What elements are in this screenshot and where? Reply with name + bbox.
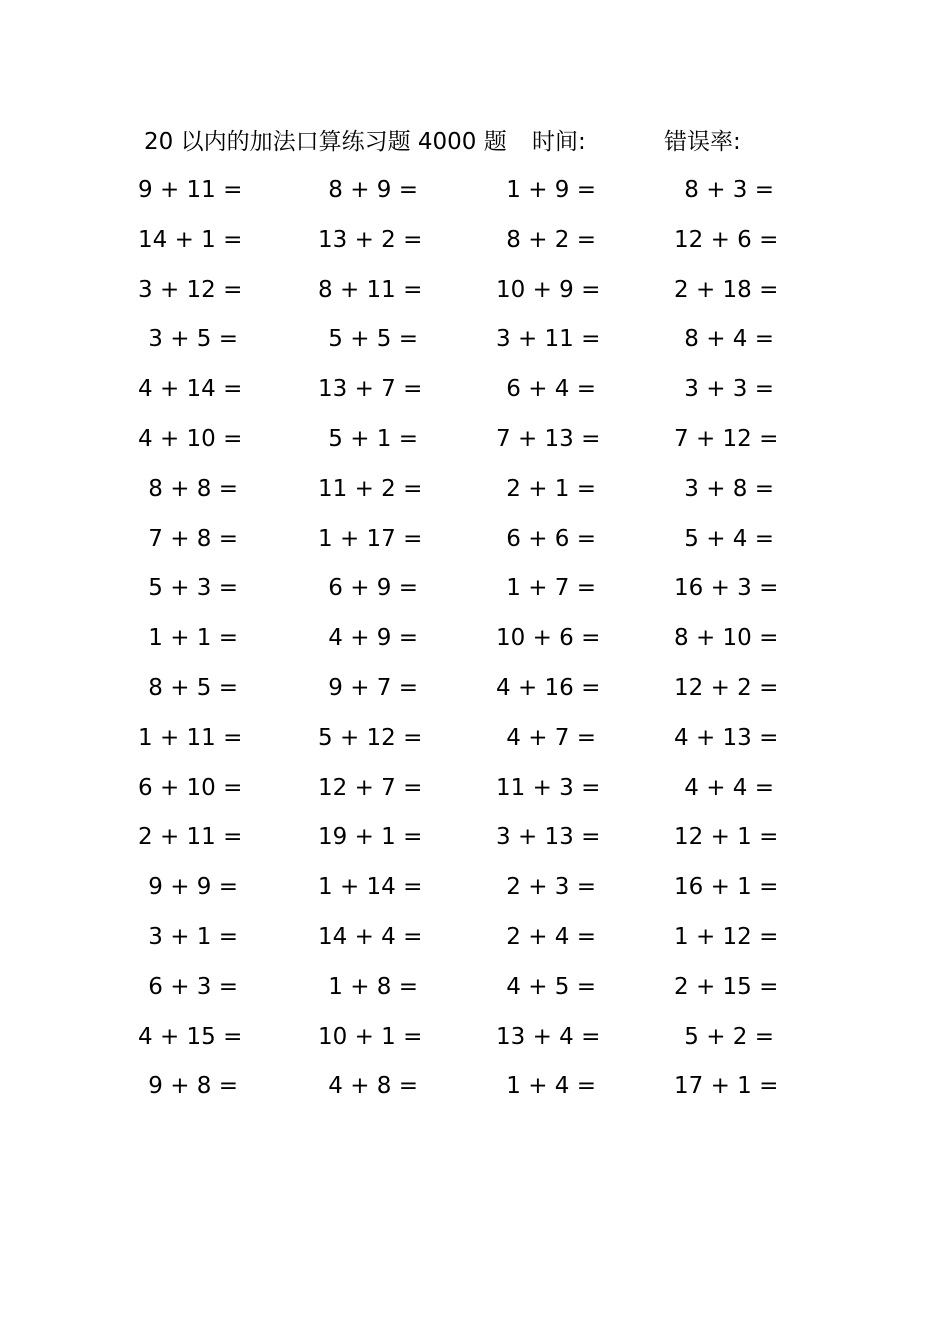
arithmetic-problem: 12 + 7 = [318,774,423,801]
arithmetic-problem: 11 + 2 = [318,475,423,502]
arithmetic-problem: 9 + 9 = [148,874,238,901]
arithmetic-problem: 5 + 2 = [684,1023,774,1050]
arithmetic-problem: 1 + 17 = [318,525,423,552]
arithmetic-problem: 6 + 6 = [506,525,596,552]
arithmetic-problem: 3 + 8 = [684,475,774,502]
arithmetic-problem: 8 + 9 = [328,177,418,203]
problem-row [0,421,950,471]
arithmetic-problem: 8 + 11 = [318,276,423,303]
arithmetic-problem: 4 + 4 = [684,774,774,801]
arithmetic-problem: 2 + 11 = [138,824,243,851]
arithmetic-problem: 6 + 4 = [506,376,596,403]
arithmetic-problem: 13 + 7 = [318,376,423,403]
problem-row [0,620,950,670]
arithmetic-problem: 6 + 9 = [328,575,418,602]
arithmetic-problem: 10 + 1 = [318,1023,423,1050]
arithmetic-problem: 7 + 8 = [148,525,238,552]
arithmetic-problem: 1 + 7 = [506,575,596,602]
problem-row [0,321,950,371]
arithmetic-problem: 10 + 9 = [496,276,601,303]
problem-row [0,471,950,521]
arithmetic-problem: 1 + 8 = [328,973,418,1000]
problem-grid [0,172,950,1118]
arithmetic-problem: 2 + 18 = [674,276,779,303]
arithmetic-problem: 16 + 1 = [674,874,779,901]
problem-row [0,1068,950,1118]
arithmetic-problem: 1 + 4 = [506,1073,596,1100]
arithmetic-problem: 5 + 4 = [684,525,774,552]
arithmetic-problem: 4 + 13 = [674,724,779,751]
arithmetic-problem: 5 + 5 = [328,326,418,353]
arithmetic-problem: 10 + 6 = [496,625,601,652]
arithmetic-problem: 1 + 9 = [506,177,596,203]
problem-row [0,670,950,720]
arithmetic-problem: 4 + 9 = [328,625,418,652]
arithmetic-problem: 12 + 2 = [674,674,779,701]
worksheet-header [0,124,950,160]
arithmetic-problem: 4 + 16 = [496,674,601,701]
worksheet-title: 20 以内的加法口算练习题 4000 题 [144,129,507,155]
problem-row [0,222,950,272]
arithmetic-problem: 14 + 4 = [318,923,423,950]
arithmetic-problem: 4 + 10 = [138,425,243,452]
arithmetic-problem: 19 + 1 = [318,824,423,851]
arithmetic-problem: 8 + 5 = [148,674,238,701]
problem-row [0,570,950,620]
arithmetic-problem: 1 + 14 = [318,874,423,901]
error-rate-label: 错误率: [664,129,741,155]
arithmetic-problem: 5 + 12 = [318,724,423,751]
arithmetic-problem: 12 + 1 = [674,824,779,851]
problem-row [0,919,950,969]
arithmetic-problem: 3 + 1 = [148,923,238,950]
arithmetic-problem: 4 + 8 = [328,1073,418,1100]
arithmetic-problem: 5 + 1 = [328,425,418,452]
arithmetic-problem: 1 + 12 = [674,923,779,950]
arithmetic-problem: 3 + 12 = [138,276,243,303]
arithmetic-problem: 4 + 15 = [138,1023,243,1050]
arithmetic-problem: 2 + 4 = [506,923,596,950]
arithmetic-problem: 8 + 3 = [684,177,774,203]
arithmetic-problem: 9 + 11 = [138,177,243,203]
problem-row [0,272,950,322]
arithmetic-problem: 16 + 3 = [674,575,779,602]
arithmetic-problem: 13 + 4 = [496,1023,601,1050]
problem-row [0,720,950,770]
arithmetic-problem: 1 + 1 = [148,625,238,652]
arithmetic-problem: 12 + 6 = [674,226,779,253]
problem-row [0,1019,950,1069]
arithmetic-problem: 7 + 12 = [674,425,779,452]
arithmetic-problem: 14 + 1 = [138,226,243,253]
arithmetic-problem: 3 + 11 = [496,326,601,353]
time-label: 时间: [532,129,586,155]
arithmetic-problem: 8 + 4 = [684,326,774,353]
arithmetic-problem: 9 + 8 = [148,1073,238,1100]
arithmetic-problem: 7 + 13 = [496,425,601,452]
arithmetic-problem: 1 + 11 = [138,724,243,751]
problem-row [0,521,950,571]
arithmetic-problem: 5 + 3 = [148,575,238,602]
arithmetic-problem: 8 + 2 = [506,226,596,253]
arithmetic-problem: 3 + 13 = [496,824,601,851]
arithmetic-problem: 8 + 10 = [674,625,779,652]
arithmetic-problem: 4 + 7 = [506,724,596,751]
problem-row [0,172,950,222]
arithmetic-problem: 17 + 1 = [674,1073,779,1100]
arithmetic-problem: 4 + 14 = [138,376,243,403]
arithmetic-problem: 3 + 5 = [148,326,238,353]
problem-row [0,819,950,869]
problem-row [0,371,950,421]
arithmetic-problem: 13 + 2 = [318,226,423,253]
problem-row [0,969,950,1019]
arithmetic-problem: 9 + 7 = [328,674,418,701]
arithmetic-problem: 11 + 3 = [496,774,601,801]
arithmetic-problem: 2 + 15 = [674,973,779,1000]
arithmetic-problem: 6 + 10 = [138,774,243,801]
arithmetic-problem: 4 + 5 = [506,973,596,1000]
arithmetic-problem: 2 + 1 = [506,475,596,502]
arithmetic-problem: 2 + 3 = [506,874,596,901]
arithmetic-problem: 8 + 8 = [148,475,238,502]
arithmetic-problem: 3 + 3 = [684,376,774,403]
problem-row [0,770,950,820]
arithmetic-problem: 6 + 3 = [148,973,238,1000]
problem-row [0,869,950,919]
